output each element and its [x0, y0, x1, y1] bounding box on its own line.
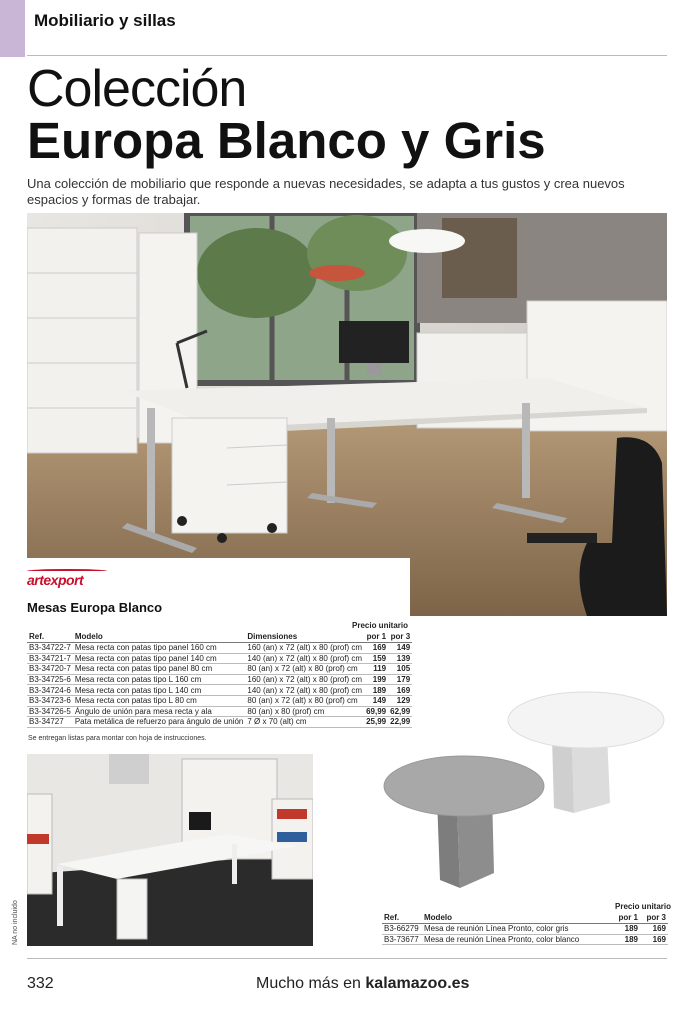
col-dimensions: Dimensiones	[245, 631, 364, 643]
cell-dim: 140 (an) x 72 (alt) x 80 (prof) cm	[247, 685, 363, 695]
cell-model: Mesa recta con patas tipo L 160 cm	[73, 674, 246, 685]
cell-ref: B3-34726-5	[29, 706, 71, 716]
cell-ref: B3-34720-7	[29, 664, 71, 674]
page-title-line2: Europa Blanco y Gris	[27, 112, 546, 169]
cell-model: Mesa recta con patas tipo panel 80 cm	[73, 664, 246, 675]
cell-price3: 169	[388, 685, 412, 696]
cell-price1: 149	[364, 695, 388, 706]
cell-price1: 189	[364, 685, 388, 696]
col-price-1: por 1	[608, 912, 640, 924]
desks-table	[27, 631, 412, 728]
cell-ref: B3-34727	[27, 717, 73, 728]
cell-dim: 160 (an) x 72 (alt) x 80 (prof) cm	[247, 675, 363, 685]
table-row	[382, 934, 668, 945]
footer-tagline	[256, 975, 469, 993]
cell-ref: B3-34724-6	[29, 685, 71, 695]
page-title-line1: Colección	[27, 60, 247, 118]
section-label: Mobiliario y sillas	[34, 11, 176, 30]
col-price-3: por 3	[388, 631, 412, 643]
cell-price3: 179	[388, 674, 412, 685]
section-color-tab	[0, 0, 25, 57]
table-row	[27, 695, 412, 706]
meeting-price-header: Precio unitario	[615, 902, 672, 911]
cell-model: Mesa recta con patas tipo L 80 cm	[73, 695, 246, 706]
cell-dim: 80 (an) x 72 (alt) x 80 (prof) cm	[245, 664, 364, 675]
cell-price1: 169	[364, 643, 388, 654]
col-model: Modelo	[73, 631, 246, 643]
brand-logo: artexport	[27, 572, 84, 588]
cell-price3: 139	[388, 653, 412, 664]
table-row	[27, 706, 412, 717]
meeting-table	[382, 912, 668, 945]
cell-model: Mesa de reunión Línea Pronto, color blanco	[422, 934, 608, 945]
meeting-tables-image	[382, 688, 670, 898]
top-divider	[27, 55, 667, 56]
cell-price3: 22,99	[390, 717, 411, 727]
cell-model: Ángulo de unión para mesa recta y ala	[73, 706, 246, 717]
cell-dim: 7 Ø x 70 (alt) cm	[245, 717, 364, 728]
cell-price3: 149	[388, 643, 412, 654]
cell-dim: 80 (an) x 72 (alt) x 80 (prof) cm	[245, 695, 364, 706]
desks-price-header: Precio unitario	[352, 621, 409, 630]
cell-ref: B3-34721-7	[29, 653, 71, 663]
cell-ref: B3-34722-7	[29, 643, 71, 653]
cell-price1: 25,99	[366, 717, 387, 727]
table-header-row	[382, 912, 668, 924]
cell-ref: B3-34723-6	[29, 696, 71, 706]
cell-ref: B3-66279	[382, 924, 422, 935]
page-number: 332	[27, 975, 54, 992]
cell-dim: 160 (an) x 72 (alt) x 80 (prof) cm	[247, 643, 363, 653]
col-ref: Ref.	[382, 912, 422, 924]
table-row	[27, 685, 412, 696]
cell-price1: 69,99	[366, 706, 387, 716]
col-model: Modelo	[422, 912, 608, 924]
table-row	[382, 924, 668, 935]
table-row	[27, 664, 412, 675]
assembly-note: Se entregan listas para montar con hoja de instrucciones.	[28, 735, 207, 742]
cell-model: Mesa recta con patas tipo panel 140 cm	[73, 653, 246, 664]
cell-price3: 129	[388, 695, 412, 706]
table-row	[27, 717, 412, 728]
office-hero-image	[27, 213, 667, 616]
cell-price1: 189	[608, 934, 640, 945]
cell-dim: 80 (an) x 80 (prof) cm	[245, 706, 364, 717]
cell-price3: 105	[388, 664, 412, 675]
cell-price1: 189	[608, 924, 640, 935]
cell-dim: 140 (an) x 72 (alt) x 80 (prof) cm	[247, 653, 363, 663]
intro-text: Una colección de mobiliario que responde a nuevas necesidades, se adapta a tus gustos y crea nuevos espacios y formas de trabajar.	[27, 176, 625, 207]
cell-price3: 169	[640, 924, 668, 935]
cell-ref: B3-34725-6	[29, 675, 71, 685]
cell-price3: 169	[640, 934, 668, 945]
cell-model: Mesa recta con patas tipo L 140 cm	[73, 685, 246, 696]
table-header-row	[27, 631, 412, 643]
cell-price1: 199	[364, 674, 388, 685]
cell-model: Pata metálica de refuerzo para ángulo de unión	[74, 717, 244, 727]
table-row	[27, 674, 412, 685]
footer-divider	[27, 958, 667, 959]
cell-model: Mesa recta con patas tipo panel 160 cm	[73, 643, 246, 654]
table-row	[27, 643, 412, 654]
col-price-1: por 1	[364, 631, 388, 643]
cell-model: Mesa de reunión Línea Pronto, color gris	[422, 924, 608, 935]
cell-ref: B3-73677	[382, 934, 422, 945]
cell-price1: 119	[364, 664, 388, 675]
desks-table-title: Mesas Europa Blanco	[27, 600, 163, 615]
table-row	[27, 653, 412, 664]
footer-site-link[interactable]: kalamazoo.es	[365, 975, 470, 992]
office-secondary-image	[27, 754, 313, 946]
na-note: NA no incluido	[12, 900, 19, 945]
col-price-3: por 3	[640, 912, 668, 924]
footer-prefix: Mucho más en	[256, 975, 366, 992]
cell-price1: 159	[364, 653, 388, 664]
col-ref: Ref.	[27, 631, 73, 643]
cell-price3: 62,99	[390, 706, 411, 716]
